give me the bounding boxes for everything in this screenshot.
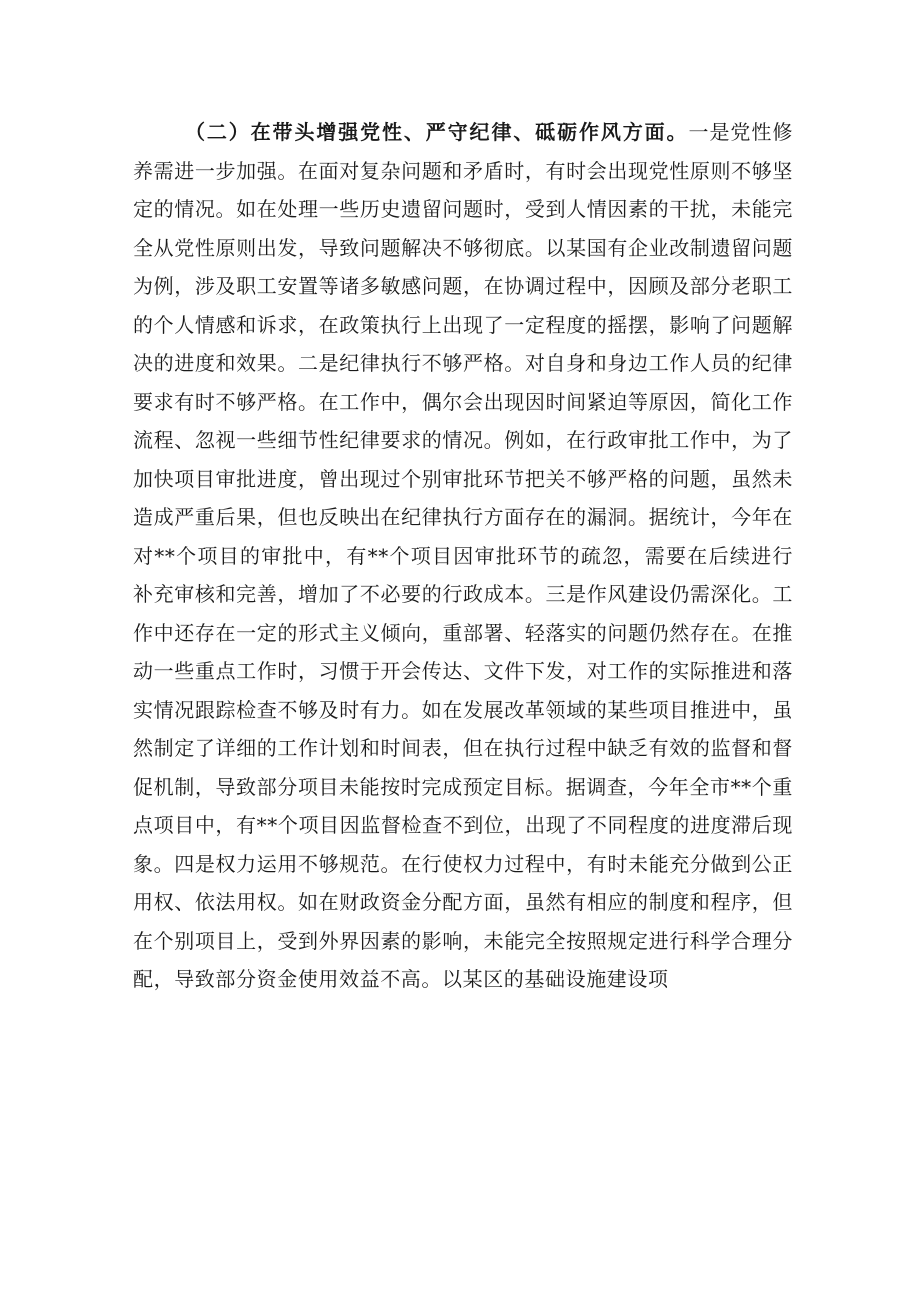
- body-paragraph: [133, 113, 793, 999]
- section-heading: （二）在带头增强党性、严守纪律、砥砺作风方面。: [185, 120, 689, 144]
- paragraph-text: 一是党性修养需进一步加强。在面对复杂问题和矛盾时，有时会出现党性原则不够坚定的情况。如在处理一些历史遗留问题时，受到人情因素的干扰，未能完全从党性原则出发，导致问题解决不够彻底。以某国有企业改制遗留问题为例，涉及职工安置等诸多敏感问题，在协调过程中，因顾及部分老职工的个人情感和诉求，在政策执行上出现了一定程度的摇摆，影响了问题解决的进度和效果。二是纪律执行不够严格。对自身和身边工作人员的纪律要求有时不够严格。在工作中，偶尔会出现因时间紧迫等原因，简化工作流程、忽视一些细节性纪律要求的情况。例如，在行政审批工作中，为了加快项目审批进度，曾出现过个别审批环节把关不够严格的问题，虽然未造成严重后果，但也反映出在纪律执行方面存在的漏洞。据统计，今年在对**个项目的审批中，有**个项目因审批环节的疏忽，需要在后续进行补充审核和完善，增加了不必要的行政成本。三是作风建设仍需深化。工作中还存在一定的形式主义倾向，重部署、轻落实的问题仍然存在。在推动一些重点工作时，习惯于开会传达、文件下发，对工作的实际推进和落实情况跟踪检查不够及时有力。如在发展改革领域的某些项目推进中，虽然制定了详细的工作计划和时间表，但在执行过程中缺乏有效的监督和督促机制，导致部分项目未能按时完成预定目标。据调查，今年全市**个重点项目中，有**个项目因监督检查不到位，出现了不同程度的进度滞后现象。四是权力运用不够规范。在行使权力过程中，有时未能充分做到公正用权、依法用权。如在财政资金分配方面，虽然有相应的制度和程序，但在个别项目上，受到外界因素的影响，未能完全按照规定进行科学合理分配，导致部分资金使用效益不高。以某区的基础设施建设项: [133, 120, 794, 991]
